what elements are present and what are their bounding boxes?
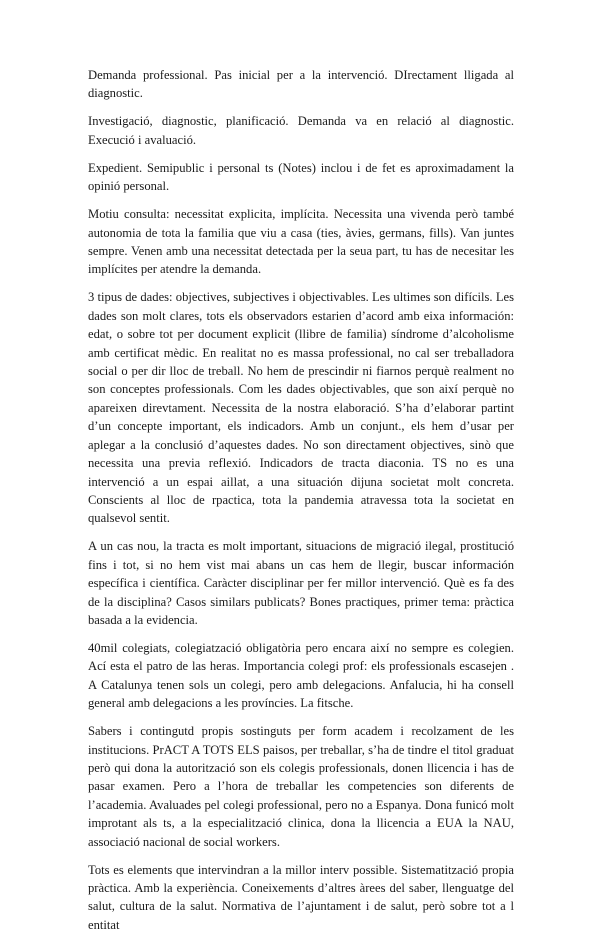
paragraph: Tots es elements que intervindran a la millor interv possible. Sistematització propia pràctica. Amb la experiència. Coneixements d’altres àrees del saber, llenguatge del salut, cultura de la salut. Normativa de l’ajuntament i de salut, però sobre tot a l entitat [88,862,514,932]
paragraph: Expedient. Semipublic i personal ts (Notes) inclou i de fet es aproximadament la opinió personal. [88,160,514,194]
paragraph: 3 tipus de dades: objectives, subjectives i objectivables. Les ultimes son difícils. Les dades son molt clares, tots els observadors estarien d’acord amb eixa información: edat, o sobre tot per document explicit (llibre de familia) síndrome d’alcoholisme amb certificat mèdic. En realitat no es massa professional, no cal ser treballadora social o per dir lloc de treball. No hem de prescindir ni fiarnos perquè realment no son conceptes professionals. Com les dades objectivables, que son així perquè no apareixen direvtament. Necessita de la nostra elaboració. S’ha d’elaborar partint d’un concepte important, els indicadors. Amb un conjunt., els hem d’usar per aplegar a la conclusió d’aquestes dades. No son directament objectives, sinò que necessita una previa reflexió. Indicadors de tracta diaconia. TS no es una intervenció a un espai aillat, a una situación dijuna societat molt concreta. Conscients al lloc de rpactica, tota la pandemia atravessa tota la societat en qualsevol sentit. [88,290,514,526]
paragraph: Demanda professional. Pas inicial per a la intervenció. DIrectament lligada al diagnostic. [88,68,514,101]
paragraph: Sabers i contingutd propis sostinguts per form academ i recolzament de les institucions. PrACT A TOTS ELS paisos, per treballar, s’ha de tindre el titol graduat però qui dona la autorització son els colegis professionals, donen llicencia i has de pasar examen. Pero a l’hora de treballar les competencies son diferents de l’academia. Avaluades pel colegi professional, pero no a Espanya. Dona funicó molt improtant als ts, a la especialització clinica, dona la llicencia a EUA la NAU, associació nacional de social workers. [88,724,514,849]
paragraph: Investigació, diagnostic, planificació. Demanda va en relació al diagnostic. Execució i avaluació. [88,114,514,147]
document-page [88,66,514,944]
paragraph: A un cas nou, la tracta es molt important, situacions de migració ilegal, prostitució fins i tot, si no hem vist mai abans un cas hem de llegir, buscar información específica i científica. Caràcter disciplinar per fer millor intervenció. Què es fa des de la disciplina? Casos similars publicats? Bones practiques, primer tema: pràctica basada a la evidencia. [88,539,514,627]
paragraph: 40mil colegiats, colegiatzació obligatòria pero encara així no sempre es colegien. Ací esta el patro de las heras. Importancia colegi prof: els professionals escasejen . A Catalunya tenen sols un colegi, pero amb delegacions. Anfalucia, hi ha consell general amb delegacions a les províncies. La fitsche. [88,640,514,711]
paragraph: Motiu consulta: necessitat explicita, implícita. Necessita una vivenda però també autonomia de tota la familia que viu a casa (ties, àvies, germans, fills). Van juntes sempre. Venen amb una necessitat detectada per la seua part, tu has de necesitar les implícites per atendre la demanda. [88,207,514,277]
